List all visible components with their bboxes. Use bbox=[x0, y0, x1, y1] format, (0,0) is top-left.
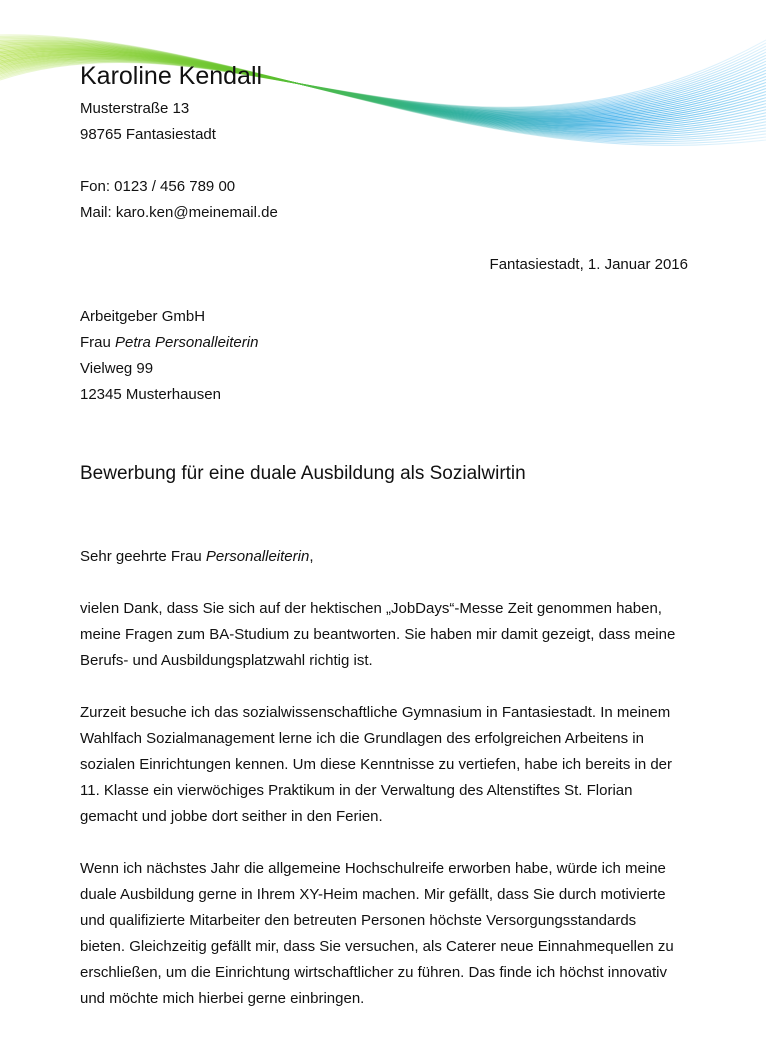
sender-address-block bbox=[80, 96, 480, 226]
recipient-address-block bbox=[80, 304, 480, 408]
recipient-street: Vielweg 99 bbox=[80, 360, 154, 377]
salutation-prefix: Sehr geehrte Frau bbox=[80, 548, 202, 565]
sender-email: Mail: karo.ken@meinemail.de bbox=[80, 204, 278, 221]
recipient-contact-prefix: Frau bbox=[80, 334, 111, 351]
recipient-city: 12345 Musterhausen bbox=[80, 386, 221, 403]
sender-name: Karoline Kendall bbox=[80, 62, 263, 90]
body-paragraph-3: Wenn ich nächstes Jahr die allgemeine Hochschulreife erworben habe, würde ich meine duale Ausbildung gerne in Ihrem XY-Heim machen. Mir gefällt, dass Sie durch motivierte und qualifizierte Mitarbeiter den betreuten Personen höchste Versorgungsstandards bieten. Gleichzeitig gefällt mir, dass Sie versuchen, als Caterer neue Einnahmequellen zu erschließen, um die Einrichtung wirtschaftlicher zu führen. Das finde ich höchst innovativ und möchte mich hierbei gerne einbringen. bbox=[80, 860, 674, 1007]
date-line: Fantasiestadt, 1. Januar 2016 bbox=[489, 256, 688, 273]
salutation-suffix: , bbox=[309, 548, 314, 565]
salutation-name: Personalleiterin bbox=[205, 548, 310, 565]
recipient-contact bbox=[80, 330, 480, 356]
sender-street: Musterstraße 13 bbox=[80, 100, 190, 117]
letter-body bbox=[80, 596, 680, 1038]
sender-spacer bbox=[80, 148, 480, 174]
sender-city: 98765 Fantasiestadt bbox=[80, 126, 216, 143]
body-paragraph-2: Zurzeit besuche ich das sozialwissenschaftliche Gymnasium in Fantasiestadt. In meinem Wahlfach Sozialmanagement lerne ich die Grundlagen des erfolgreichen Arbeitens in sozialen Einrichtungen kennen. Um diese Kenntnisse zu vertiefen, habe ich bereits in der 11. Klasse ein vierwöchiges Praktikum in der Verwaltung des Altenstiftes St. Florian gemacht und jobbe dort seither in den Ferien. bbox=[80, 704, 673, 825]
subject-line: Bewerbung für eine duale Ausbildung als Sozialwirtin bbox=[80, 463, 526, 484]
body-paragraph-1: vielen Dank, dass Sie sich auf der hektischen „JobDays“-Messe Zeit genommen haben, meine Fragen zum BA-Studium zu beantworten. Sie haben mir damit gezeigt, dass meine Berufs- und Ausbildungsplatzwahl richtig ist. bbox=[80, 600, 676, 669]
sender-phone: Fon: 0123 / 456 789 00 bbox=[80, 178, 236, 195]
recipient-company: Arbeitgeber GmbH bbox=[80, 308, 206, 325]
salutation bbox=[80, 544, 313, 570]
recipient-contact-name: Petra Personalleiterin bbox=[115, 334, 259, 351]
